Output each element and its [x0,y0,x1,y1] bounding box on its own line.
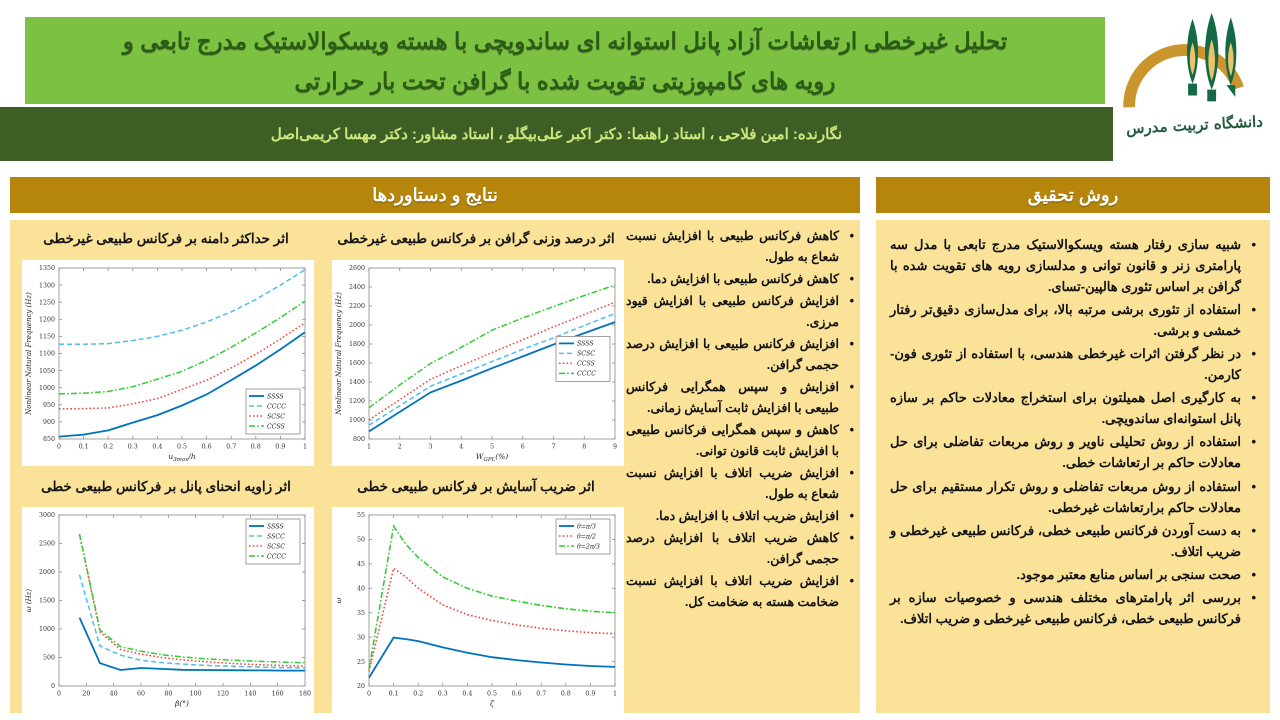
results-bullet: • افزایش فرکانس طبیعی با افزایش قیود مرزی. [626,291,854,333]
svg-text:ζ: ζ [489,699,495,708]
university-logo [1113,10,1275,162]
university-logo-emblem [1119,10,1269,122]
svg-text:0.8: 0.8 [250,443,261,451]
svg-text:ω (Hz): ω (Hz) [25,588,33,613]
svg-text:0.9: 0.9 [275,443,286,451]
svg-text:5: 5 [489,443,495,451]
svg-text:θ=2π/3: θ=2π/3 [577,543,600,551]
svg-text:0.7: 0.7 [226,443,237,451]
svg-text:1100: 1100 [38,350,55,358]
results-bullet: • افزایش ضریب اتلاف با افزایش دما. [626,506,854,527]
svg-text:180: 180 [298,690,312,698]
svg-text:0.6: 0.6 [511,690,522,698]
svg-text:2: 2 [397,443,402,451]
svg-text:0.1: 0.1 [78,443,89,451]
svg-text:0.8: 0.8 [560,690,571,698]
svg-text:1600: 1600 [348,360,365,368]
method-bullet: • در نظر گرفتن اثرات غیرخطی هندسی، با استفاده از تئوری فون-کارمن. [890,343,1256,385]
svg-text:0.3: 0.3 [437,690,448,698]
svg-text:500: 500 [42,654,55,662]
chart-title-graphene-weight: اثر درصد وزنی گرافن بر فرکانس طبیعی غیرخطی [337,231,615,246]
chart-relaxation-coefficient-plot [332,507,624,713]
method-bullet: • شبیه سازی رفتار هسته ویسکوالاستیک مدرج تابعی با مدل سه پارامتری زنر و قانون توانی و مدلسازی رویه های تقویت شده با گرافن بر اساس تئوری هالپین-تسای. [890,234,1256,297]
method-bullet: • به کارگیری اصل همیلتون برای استخراج معادلات حاکم بر سازه پانل استوانه‌ای ساندویچی. [890,387,1256,429]
svg-text:40: 40 [109,690,118,698]
svg-text:2200: 2200 [348,303,365,311]
title-banner [25,17,1105,104]
results-bullet: • افزایش فرکانس طبیعی با افزایش درصد حجمی گرافن. [626,334,854,376]
svg-text:8: 8 [582,443,587,451]
svg-text:1200: 1200 [348,398,365,406]
method-section-header [876,177,1270,213]
svg-text:950: 950 [42,402,55,409]
svg-text:0.5: 0.5 [486,690,498,698]
svg-text:1500: 1500 [38,597,55,605]
results-bullet: • کاهش ضریب اتلاف با افزایش درصد حجمی گرافن. [626,528,854,570]
results-panel [10,220,860,713]
svg-text:20: 20 [356,683,365,691]
poster-title [123,21,1008,101]
poster-title-line2: رویه های کامپوزیتی تقویت شده با گرافن تحت بار حرارتی [294,67,836,94]
svg-text:0: 0 [366,690,372,698]
svg-text:900: 900 [42,419,55,427]
svg-text:CCSS: CCSS [267,423,285,431]
svg-text:2000: 2000 [348,322,365,330]
method-bullet: • به دست آوردن فرکانس طبیعی خطی، فرکانس طبیعی غیرخطی و ضریب اتلاف. [890,520,1256,562]
svg-text:1350: 1350 [38,265,55,273]
authors-text: نگارنده: امین فلاحی ، استاد راهنما: دکتر اکبر علی‌بیگلو ، استاد مشاور: دکتر مهسا کریمی‌اصل [270,126,843,143]
svg-text:SSCC: SSCC [267,533,285,541]
svg-text:ω: ω [335,597,343,604]
svg-text:β(°): β(°) [175,699,189,708]
svg-text:0.9: 0.9 [585,690,596,698]
svg-text:1050: 1050 [38,367,55,375]
svg-text:0.3: 0.3 [127,443,138,451]
svg-text:100: 100 [189,690,202,698]
svg-text:1200: 1200 [38,316,55,324]
svg-text:0.2: 0.2 [413,690,424,698]
chart-title-curvature-angle: اثر زاویه انحنای پانل بر فرکانس طبیعی خطی [41,479,291,494]
method-bullet: • صحت سنجی بر اساس منابع معتبر موجود. [890,564,1256,585]
svg-text:1800: 1800 [348,341,365,349]
svg-text:1: 1 [612,690,618,698]
method-bullet: • استفاده از روش مربعات تفاضلی و روش تکرار مستقیم برای حل معادلات حاکم برارتعاشات غیرخطی. [890,476,1256,518]
svg-text:1000: 1000 [38,626,55,634]
svg-text:20: 20 [82,690,91,698]
svg-text:9: 9 [612,443,618,451]
svg-text:40: 40 [356,585,365,593]
results-bullet: • کاهش و سپس همگرایی فرکانس طبیعی با افزایش ثابت قانون توانی. [626,420,854,462]
svg-text:0.5: 0.5 [176,443,188,451]
method-panel [876,220,1270,713]
svg-text:SSSS: SSSS [577,340,594,348]
logo-cypress-trees [1187,13,1236,101]
chart-title-relaxation-coefficient: اثر ضریب آسایش بر فرکانس طبیعی خطی [357,479,595,494]
svg-text:Nonlinear Natural Frequency (H: Nonlinear Natural Frequency (Hz) [25,292,33,415]
svg-text:2600: 2600 [348,265,365,273]
svg-text:1: 1 [366,443,372,451]
svg-text:1250: 1250 [38,299,55,307]
svg-text:CCCC: CCCC [267,403,286,411]
svg-text:160: 160 [271,690,284,698]
svg-text:0: 0 [56,690,62,698]
svg-text:0.1: 0.1 [388,690,399,698]
svg-text:WGPL(%): $W_{GPL}(\%)$ [475,452,509,463]
svg-text:80: 80 [164,690,173,698]
svg-text:SCSC: SCSC [267,413,285,421]
poster-title-line1: تحلیل غیرخطی ارتعاشات آزاد پانل استوانه ای ساندویچی با هسته ویسکوالاستیک مدرج تابعی و [122,27,1008,54]
results-section-title: نتایج و دستاوردها [372,184,498,205]
results-bullet: • افزایش ضریب اتلاف با افزایش نسبت ضخامت هسته به ضخامت کل. [626,571,854,613]
svg-text:4: 4 [459,443,464,451]
svg-text:0.4: 0.4 [462,690,473,698]
svg-text:1000: 1000 [348,417,365,425]
svg-text:CCCC: CCCC [577,370,596,378]
results-bullet: • افزایش و سپس همگرایی فرکانس طبیعی با افزایش ثابت آسایش زمانی. [626,377,854,419]
svg-text:0.7: 0.7 [536,690,547,698]
method-bullet-list [890,234,1256,704]
svg-text:140: 140 [244,690,257,698]
svg-text:800: 800 [352,436,365,444]
method-section-title: روش تحقیق [1027,184,1119,205]
svg-text:Nonlinear Natural Frequency (H: Nonlinear Natural Frequency (Hz) [335,292,343,415]
svg-text:45: 45 [356,561,365,569]
chart-max-amplitude-plot [22,260,314,466]
results-bullet: • افزایش ضریب اتلاف با افزایش نسبت شعاع به طول. [626,463,854,505]
results-section-header [10,177,860,213]
chart-graphene-weight-plot [332,260,624,466]
svg-text:θ=π/2: θ=π/2 [577,533,596,541]
svg-text:6: 6 [520,443,525,451]
svg-text:7: 7 [551,443,556,451]
method-bullet: • استفاده از روش تحلیلی ناویر و روش مربعات تفاضلی برای حل معادلات حاکم بر ارتعاشات خطی. [890,431,1256,473]
svg-text:2000: 2000 [38,569,55,577]
method-bullet: • استفاده از تئوری برشی مرتبه بالا، برای مدل‌سازی دقیق‌تر رفتار خمشی و برشی. [890,299,1256,341]
svg-text:SSSS: SSSS [267,523,284,531]
svg-text:CCCC: CCCC [267,553,286,561]
authors-banner [0,107,1113,161]
svg-text:1300: 1300 [38,282,55,290]
svg-text:0.4: 0.4 [152,443,163,451]
results-bullet-list [626,226,854,708]
svg-text:850: 850 [42,436,55,444]
chart-curvature-angle-plot [22,507,314,713]
svg-text:120: 120 [216,690,230,698]
university-logo-text: دانشگاه تربیت مدرس [1125,112,1263,138]
svg-text:SCSC: SCSC [577,350,595,358]
svg-text:2400: 2400 [348,284,365,292]
svg-text:35: 35 [356,609,365,617]
svg-text:CCSS: CCSS [577,360,595,368]
svg-text:0.6: 0.6 [201,443,212,451]
results-bullet: • کاهش فرکانس طبیعی با افزایش دما. [626,269,854,290]
svg-text:SSSS: SSSS [267,393,284,401]
results-bullet: • کاهش فرکانس طبیعی با افزایش نسبت شعاع به طول. [626,226,854,268]
svg-text:θ=π/3: θ=π/3 [577,523,596,531]
svg-text:1150: 1150 [38,333,55,341]
svg-text:2500: 2500 [38,540,55,548]
svg-text:0.2: 0.2 [103,443,114,451]
svg-text:SCSC: SCSC [267,543,285,551]
chart-title-max-amplitude: اثر حداکثر دامنه بر فرکانس طبیعی غیرخطی [43,231,289,246]
svg-text:1400: 1400 [348,379,365,387]
svg-text:3: 3 [428,443,433,451]
svg-text:1000: 1000 [38,384,55,392]
svg-text:55: 55 [356,512,365,520]
svg-text:3000: 3000 [38,512,55,520]
svg-text:60: 60 [136,690,146,698]
svg-text:0: 0 [56,443,62,451]
svg-text:1: 1 [302,443,308,451]
method-bullet: • بررسی اثر پارامترهای مختلف هندسی و خصوصیات سازه بر فرکانس طبیعی خطی، فرکانس طبیعی غیرخطی و ضریب اتلاف. [890,587,1256,629]
logo-arch [1129,50,1238,107]
svg-text:25: 25 [356,658,365,666]
svg-text:u3max/h: $u_{3max}/h$ [168,452,196,463]
svg-text:0: 0 [50,683,55,691]
svg-text:50: 50 [356,536,365,544]
svg-text:30: 30 [356,634,365,642]
